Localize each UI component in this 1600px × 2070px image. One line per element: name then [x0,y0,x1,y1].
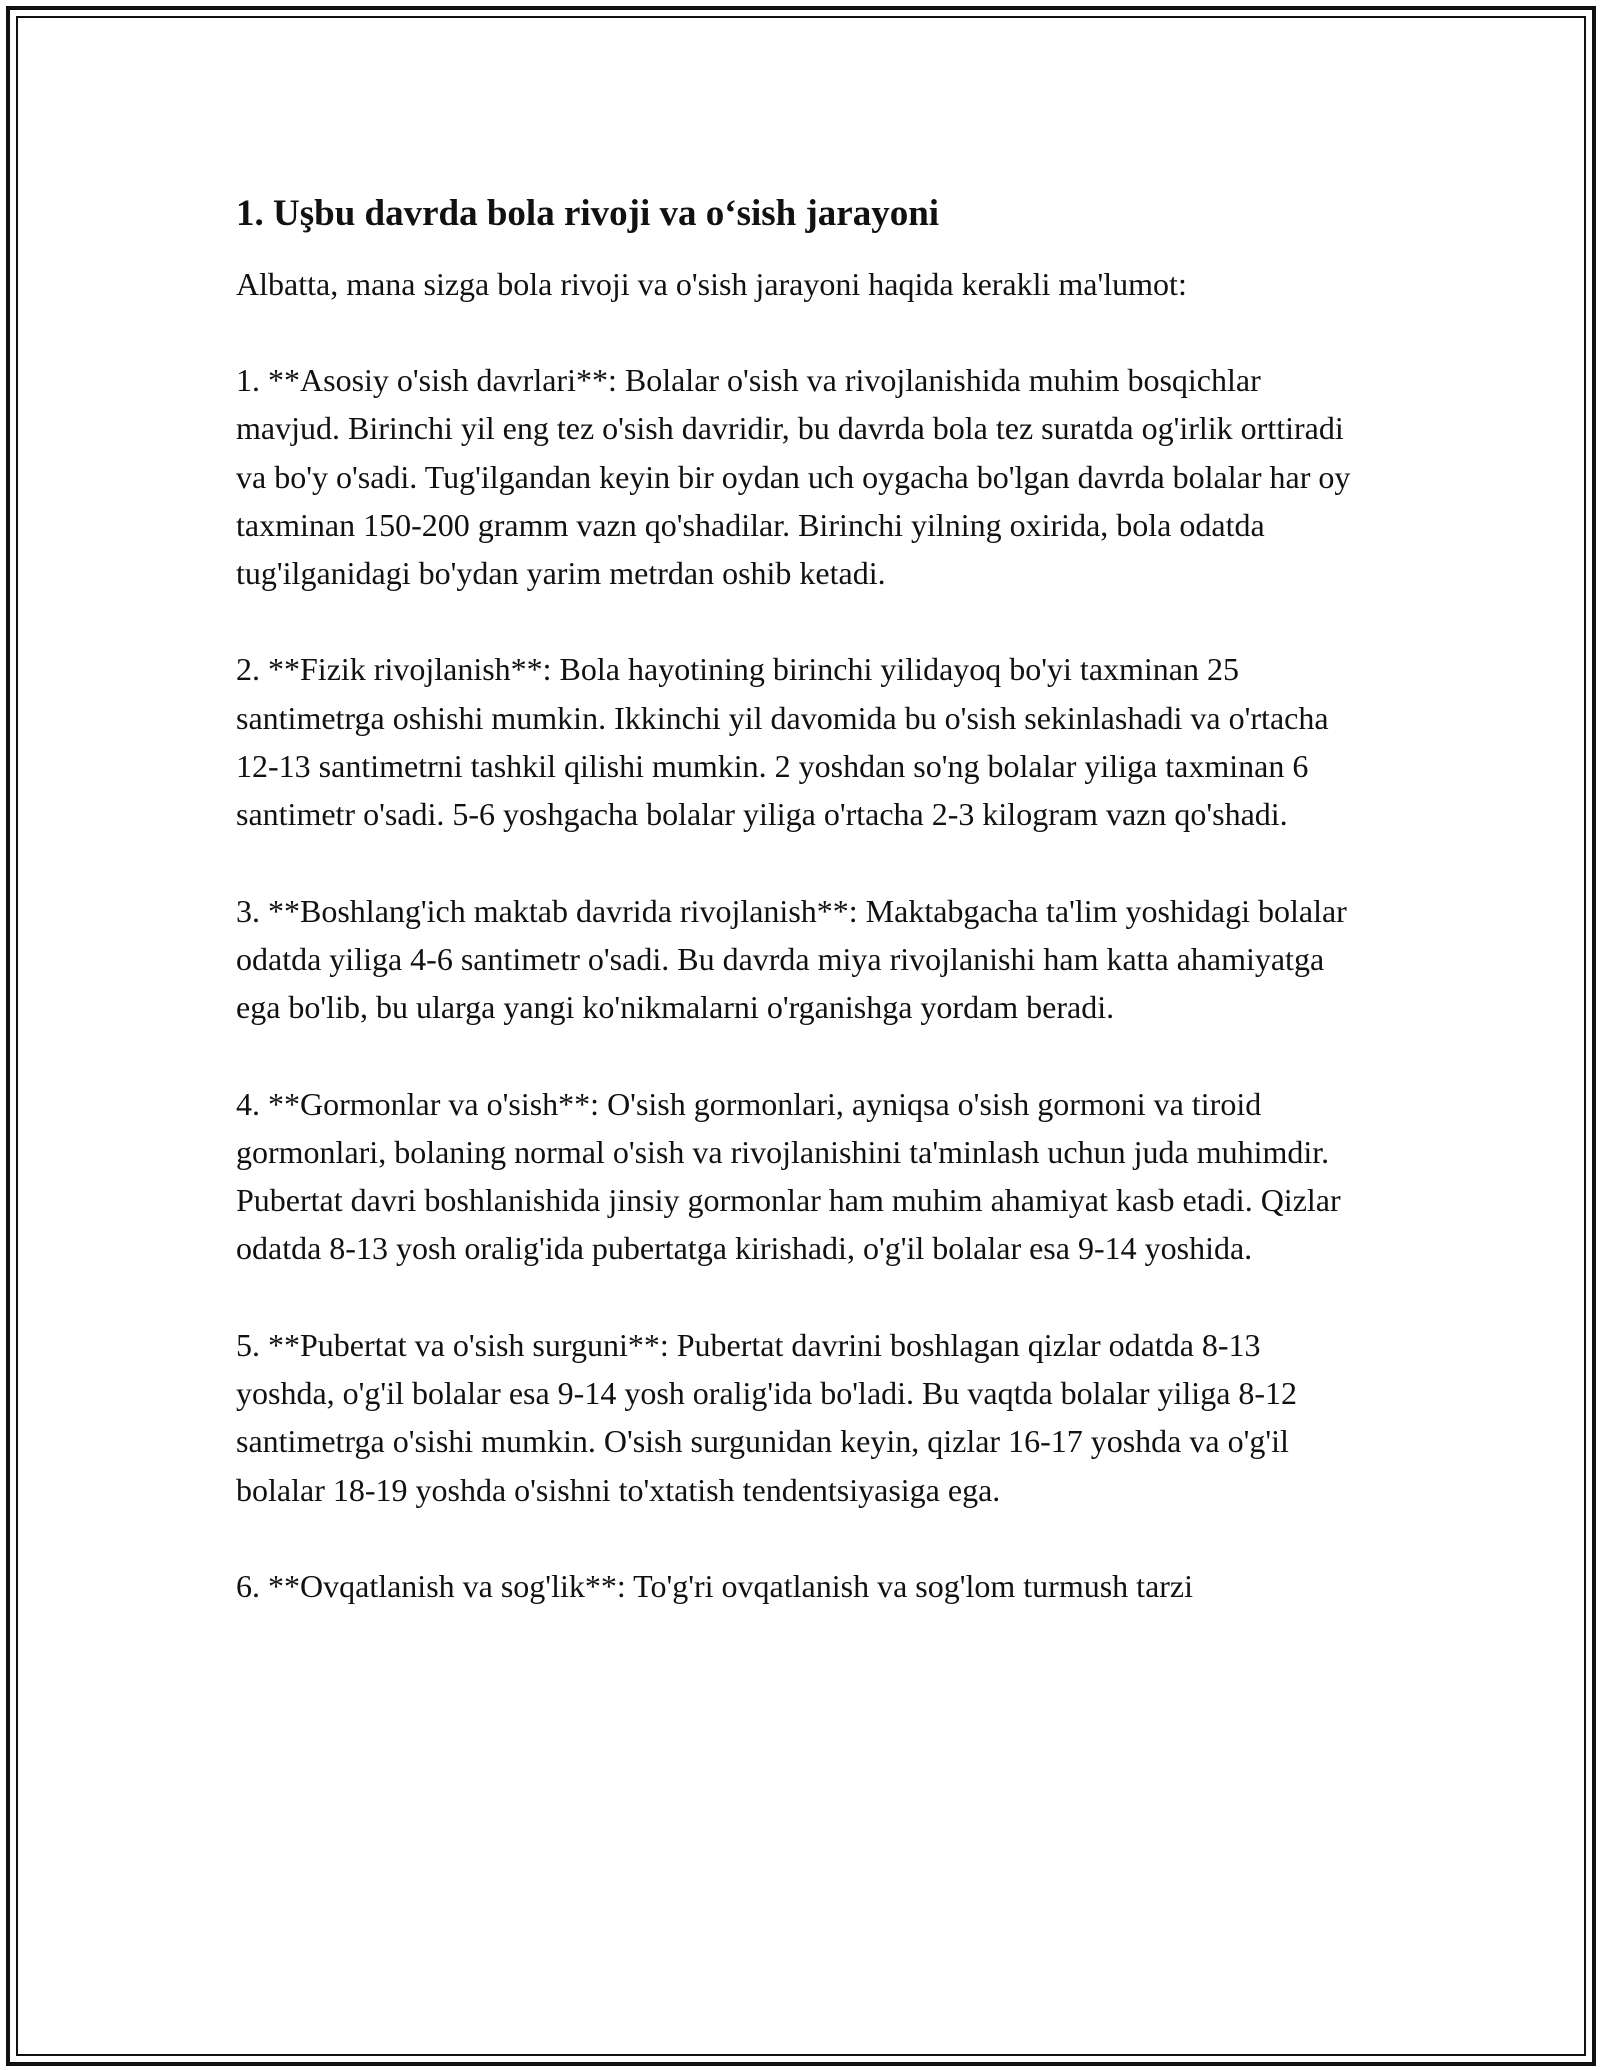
paragraph-6: 6. **Ovqatlanish va sog'lik**: To'g'ri ovqatlanish va sog'lom turmush tarzi [236,1567,1194,1604]
paragraph-4: 4. **Gormonlar va o'sish**: O'sish gormonlari, ayniqsa o'sish gormoni va tiroid gormonlari, bolaning normal o'sish va rivojlanishini ta'minlash uchun juda muhimdir. Pubertat davri boshlanishida jinsiy gormonlar ham muhim ahamiyat kasb etadi. Qizlar odatda 8-13 yosh oralig'ida pubertatga kirishadi, o'g'il bolalar esa 9-14 yoshida. [236,1085,1341,1267]
intro-text: Albatta, mana sizga bola rivoji va o'sish jarayoni haqida kerakli ma'lumot: [236,266,1187,302]
paragraph-2: 2. **Fizik rivojlanish**: Bola hayotining birinchi yilidayoq bo'yi taxminan 25 santimetrga oshishi mumkin. Ikkinchi yil davomida bu o'sish sekinlashadi va o'rtacha 12-13 santimetrni tashkil qilishi mumkin. 2 yoshdan so'ng bolalar yiliga taxminan 6 santimetr o'sadi. 5-6 yoshgacha bolalar yiliga o'rtacha 2-3 kilogram vazn qo'shadi. [236,651,1329,833]
document-body [236,190,1366,1610]
paragraph-3: 3. **Boshlang'ich maktab davrida rivojlanish**: Maktabgacha ta'lim yoshidagi bolalar odatda yiliga 4-6 santimetr o'sadi. Bu davrda miya rivojlanishi ham katta ahamiyatga ega bo'lib, bu ularga yangi ko'nikmalarni o'rganishga yordam beradi. [236,892,1347,1026]
document-heading: 1. Uşbu davrda bola rivoji va o‘sish jarayoni [236,193,940,234]
paragraph-1: 1. **Asosiy o'sish davrlari**: Bolalar o'sish va rivojlanishida muhim bosqichlar mavjud. Birinchi yil eng tez o'sish davridir, bu davrda bola tez suratda og'irlik orttiradi va bo'y o'sadi. Tug'ilgandan keyin bir oydan uch oygacha bo'lgan davrda bolalar har oy taxminan 150-200 gramm vazn qo'shadilar. Birinchi yilning oxirida, bola odatda tug'ilganidagi bo'ydan yarim metrdan oshib ketadi. [236,362,1351,592]
paragraph-5: 5. **Pubertat va o'sish surguni**: Pubertat davrini boshlagan qizlar odatda 8-13 yoshda, o'g'il bolalar esa 9-14 yosh oralig'ida bo'ladi. Bu vaqtda bolalar yiliga 8-12 santimetrga o'sishi mumkin. O'sish surgunidan keyin, qizlar 16-17 yoshda va o'g'il bolalar 18-19 yoshda o'sishni to'xtatish tendentsiyasiga ega. [236,1326,1298,1508]
